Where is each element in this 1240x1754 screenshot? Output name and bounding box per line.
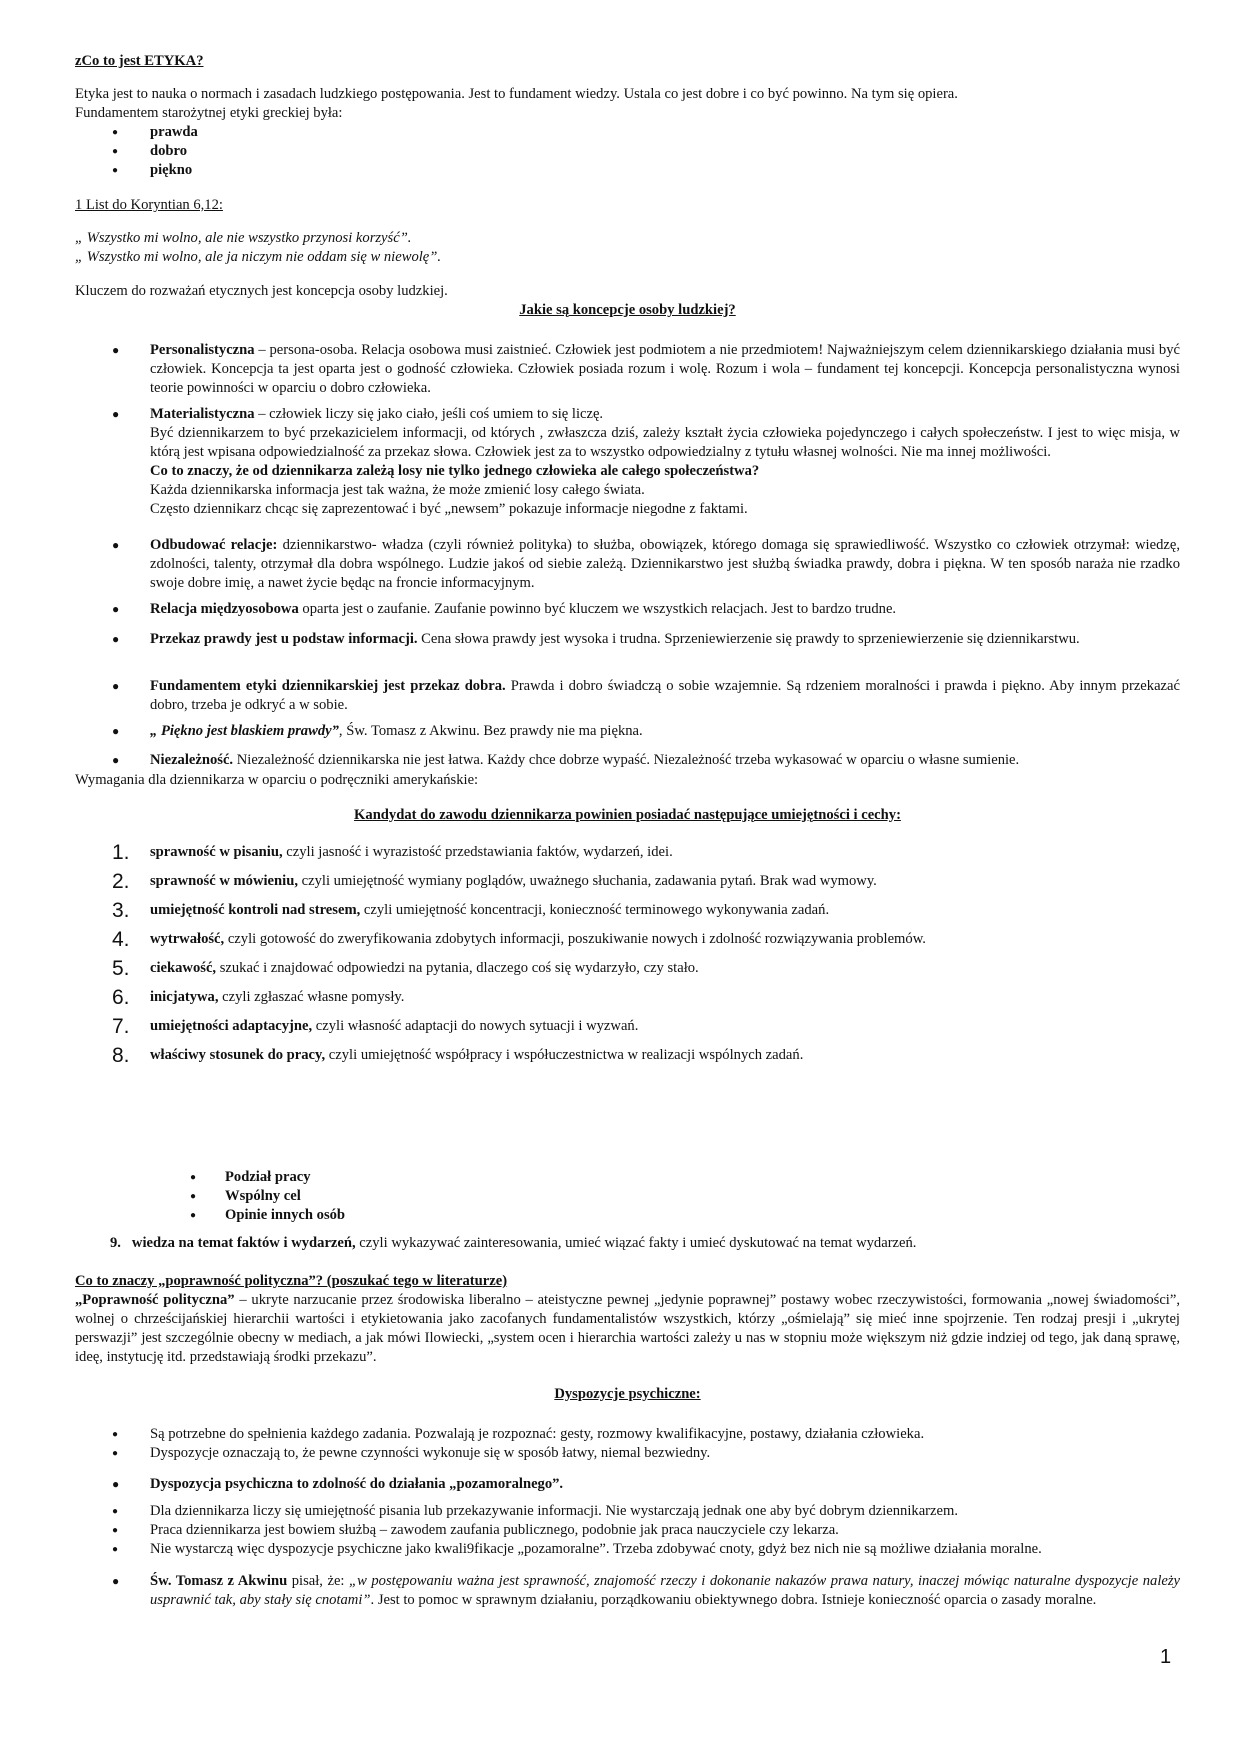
skill-title: umiejętność kontroli nad stresem,	[150, 902, 361, 918]
requirements-line: Wymagania dla dziennikarza w oparciu o podręczniki amerykańskie:	[75, 772, 479, 788]
concept-6-title: Fundamentem etyki dziennikarskiej jest przekaz dobra.	[150, 678, 506, 694]
list-number: 7.	[112, 1015, 130, 1038]
list-item: ● Dyspozycja psychiczna to zdolność do działania „pozamoralnego”.	[75, 1475, 1180, 1494]
list-item: ● Wspólny cel	[150, 1187, 450, 1206]
concepts-heading: Jakie są koncepcje osoby ludzkiej?	[519, 302, 736, 318]
skill-text: czyli umiejętność współpracy i współuczestnictwa w realizacji wspólnych zadań.	[325, 1047, 804, 1063]
skill-text: czyli wykazywać zainteresowania, umieć wiązać fakty i umieć dyskutować na temat wydarzeń.	[355, 1235, 917, 1251]
list-item	[75, 1572, 1180, 1610]
list-number: 5.	[112, 957, 130, 980]
concept-2-para-5: Często dziennikarz chcąc się zaprezentować i być „newsem” pokazuje informacje niegodne z faktami.	[150, 501, 748, 517]
list-item	[75, 1012, 1180, 1041]
concept-1-title: Personalistyczna	[150, 342, 255, 358]
concept-1-text: – persona-osoba. Relacja osobowa musi zaistnieć. Człowiek jest podmiotem a nie przedmiotem! Najważniejszym celem dziennikarskiego działania musi być człowiek. Koncepcja ta jest oparta jest o godność człowieka. Człowiek posiada rozum i wolę. Rozum i wola – fundament tej koncepcji. Koncepcja personalistyczna wynosi teorie powinności w oparciu o dobro człowieka.	[150, 342, 1180, 396]
key-line: Kluczem do rozważań etycznych jest koncepcja osoby ludzkiej.	[75, 283, 448, 299]
concept-item-4	[75, 600, 1180, 619]
list-item: ● Dyspozycje oznaczają to, że pewne czynności wykonuje się w sposób łatwy, niemal bezwiedny.	[75, 1444, 1180, 1463]
list-item: ● prawda	[75, 123, 1180, 142]
concept-7-title: „ Piękno jest blaskiem prawdy”	[150, 723, 339, 739]
skill-title: właściwy stosunek do pracy,	[150, 1047, 326, 1063]
skill-text: czyli jasność i wyrazistość przedstawiania faktów, wydarzeń, idei.	[282, 844, 673, 860]
list-item	[75, 867, 1180, 896]
concept-2-para-4: Każda dziennikarska informacja jest tak ważna, że może zmienić losy całego świata.	[150, 482, 645, 498]
list-item	[75, 983, 1180, 1012]
aquinas-quote: „w postępowaniu ważna jest sprawność, znajomość rzeczy i dokonanie nakazów prawa natury, inaczej mówiąc naturalne dyspozycje należy usprawnić tak, aby stały się cnotami”	[150, 1573, 1181, 1608]
concept-8-text: Niezależność dziennikarska nie jest łatwa. Każdy chce dobrze wypaść. Niezależność trzeba wykasować w oparciu o własne sumienie.	[233, 752, 1020, 768]
skill-text: czyli zgłaszać własne pomysły.	[218, 989, 405, 1005]
concept-item-5	[75, 630, 1180, 649]
skill-9	[110, 1234, 1180, 1253]
dispositions-list-c	[75, 1502, 1180, 1559]
concept-6-text: Prawda i dobro świadczą o sobie wzajemnie. Są rdzeniem moralności i prawda i piękno. Aby innym przekazać dobro, trzeba je odkryć a w sobie.	[150, 678, 1180, 713]
list-item: ● dobro	[75, 142, 1180, 161]
intro-line-2: Fundamentem starożytnej etyki greckiej była:	[75, 105, 343, 121]
concept-item-8	[75, 751, 1180, 770]
list-number: 1.	[112, 841, 130, 864]
list-number: 4.	[112, 928, 130, 951]
skill-text: czyli własność adaptacji do nowych sytuacji i wyzwań.	[312, 1018, 639, 1034]
list-item: ● Są potrzebne do spełnienia każdego zadania. Pozwalają je rozpoznać: gesty, rozmowy kwalifikacyjne, postawy, działania człowieka.	[75, 1425, 1180, 1444]
concept-item-1	[75, 341, 1180, 398]
dispositions-list-a	[75, 1425, 1180, 1463]
page-number: 1	[1160, 1646, 1172, 1668]
concept-4-text: oparta jest o zaufanie. Zaufanie powinno być kluczem we wszystkich relacjach. Jest to bardzo trudne.	[298, 601, 897, 617]
work-items-list	[150, 1168, 450, 1225]
list-item: ● Dla dziennikarza liczy się umiejętność pisania lub przekazywanie informacji. Nie wystarczają jednak one aby być dobrym dziennikarzem.	[75, 1502, 1180, 1521]
list-item: ● Praca dziennikarza jest bowiem służbą – zawodem zaufania publicznego, podobnie jak praca nauczyciele czy lekarza.	[75, 1521, 1180, 1540]
skill-title: sprawność w mówieniu,	[150, 873, 298, 889]
skill-text: czyli umiejętność wymiany poglądów, uważnego słuchania, zadawania pytań. Brak wad wymowy.	[297, 873, 877, 889]
list-item: ● piękno	[75, 161, 1180, 180]
concept-item-7	[75, 722, 1180, 741]
skills-list	[75, 838, 1180, 1070]
concept-8-title: Niezależność.	[150, 752, 234, 768]
pc-heading: Co to znaczy „poprawność polityczna”? (poszukać tego w literaturze)	[75, 1273, 508, 1289]
concept-5-title: Przekaz prawdy jest u podstaw informacji.	[150, 631, 418, 647]
aquinas-name: Św. Tomasz z Akwinu	[150, 1573, 288, 1589]
concept-item-2	[75, 405, 1180, 519]
corinthians-quote-2: „ Wszystko mi wolno, ale ja niczym nie oddam się w niewolę”.	[75, 249, 442, 265]
concept-4-title: Relacja międzyosobowa	[150, 601, 299, 617]
concept-item-3	[75, 536, 1180, 593]
aquinas-tail: . Jest to pomoc w sprawnym działaniu, porządkowaniu obiektywnego dobra. Istnieje konieczność oparcia o zasady moralne.	[370, 1592, 1097, 1608]
skill-text: czyli gotowość do zweryfikowania zdobytych informacji, poszukiwanie nowych i zdolność rozwiązywania problemów.	[224, 931, 926, 947]
list-item: ● Nie wystarczą więc dyspozycje psychiczne jako kwali9fikacje „pozamoralne”. Trzeba zdobywać cnoty, gdyż bez nich nie są możliwe działania moralne.	[75, 1540, 1180, 1559]
concept-5-text: Cena słowa prawdy jest wysoka i trudna. Sprzeniewierzenie się prawdy to sprzeniewierzenie się dziennikarstwu.	[417, 631, 1080, 647]
candidate-heading: Kandydat do zawodu dziennikarza powinien posiadać następujące umiejętności i cechy:	[354, 807, 901, 823]
pc-term: „Poprawność polityczna”	[75, 1292, 235, 1308]
list-item	[75, 1041, 1180, 1070]
skill-title: sprawność w pisaniu,	[150, 844, 283, 860]
document-title: zCo to jest ETYKA?	[75, 53, 204, 69]
list-item	[75, 925, 1180, 954]
corinthians-quote-1: „ Wszystko mi wolno, ale nie wszystko przynosi korzyść”.	[75, 230, 412, 246]
list-item	[75, 838, 1180, 867]
list-number: 8.	[112, 1044, 130, 1067]
list-item: ● Opinie innych osób	[150, 1206, 450, 1225]
concept-2-text: – człowiek liczy się jako ciało, jeśli coś umiem to się liczę.	[254, 406, 604, 422]
pc-paragraph	[75, 1291, 1180, 1367]
list-number: 9.	[110, 1235, 121, 1251]
list-number: 6.	[112, 986, 130, 1009]
concept-2-para-2: Być dziennikarzem to być przekazicielem informacji, od których , zwłaszcza dziś, zależy kształt życia człowieka pojedynczego i całych społeczeństw. I jest to więc misja, w którą jest wpisana odpowiedzialność za przekaz słowa. Człowiek jest za to wszystko odpowiedzialny z tytułu własnej wolności. Nie ma innej możliwości.	[150, 425, 1180, 460]
list-number: 2.	[112, 870, 130, 893]
list-number: 3.	[112, 899, 130, 922]
dispositions-heading: Dyspozycje psychiczne:	[554, 1386, 701, 1402]
skill-title: inicjatywa,	[150, 989, 219, 1005]
concept-7-text: , Św. Tomasz z Akwinu. Bez prawdy nie ma piękna.	[338, 723, 643, 739]
greek-values-list	[75, 123, 1180, 180]
skill-title: wytrwałość,	[150, 931, 225, 947]
concept-3-title: Odbudować relacje:	[150, 537, 278, 553]
concept-2-title: Materialistyczna	[150, 406, 255, 422]
pc-text: – ukryte narzucanie przez środowiska liberalno – ateistyczne pewnej „jedynie poprawnej” postawy wobec rzeczywistości, formowania „nowej świadomości”, wolnej o chrześcijańskiej hierarchii wartości i etykietowania jako zacofanych fundamentalistów wszystkich, którzy „ośmielają” się mieć inne spojrzenie. Ten rodzaj presji i „ukrytej perswazji” jest szczególnie obecny w mediach, a jak mówi Ilowiecki, „system ocen i hierarchia wartości zależy u nas w stopniu może większym niż gdzie indziej od tego, jak daną sprawę, ideę, instytucję itd. przedstawiają środki przekazu”.	[75, 1292, 1180, 1365]
concept-2-question: Co to znaczy, że od dziennikarza zależą losy nie tylko jednego człowieka ale całego społeczeństwa?	[150, 463, 760, 479]
intro-line-1: Etyka jest to nauka o normach i zasadach ludzkiego postępowania. Jest to fundament wiedzy. Ustala co jest dobre i co być powinno. Na tym się opiera.	[75, 86, 958, 102]
skill-text: czyli umiejętność koncentracji, konieczność terminowego wykonywania zadań.	[360, 902, 830, 918]
concept-item-6	[75, 677, 1180, 715]
list-item	[75, 954, 1180, 983]
skill-text: szukać i znajdować odpowiedzi na pytania, dlaczego coś się wydarzyło, czy stało.	[216, 960, 699, 976]
aquinas-intro: pisał, że:	[287, 1573, 349, 1589]
list-item	[75, 896, 1180, 925]
skill-title: umiejętności adaptacyjne,	[150, 1018, 313, 1034]
list-item: ● Podział pracy	[150, 1168, 450, 1187]
corinthians-heading: 1 List do Koryntian 6,12:	[75, 197, 223, 213]
concept-3-text: dziennikarstwo- władza (czyli również polityka) to służba, obowiązek, którego domaga się sprawiedliwość. Wszystko co człowiek otrzymał: wiedzę, zdolności, talenty, otrzymał dla dobra wspólnego. Ludzie jakoś od siebie zależą. Dziennikarstwo jest służbą świadka prawdy, dobra i piękna. W ten sposób naraża nie rzadko swoje dobre imię, a nawet życie będąc na froncie informacyjnym.	[150, 537, 1180, 591]
skill-title: ciekawość,	[150, 960, 217, 976]
dispositions-list-b	[75, 1475, 1180, 1494]
skill-title: wiedza na temat faktów i wydarzeń,	[131, 1235, 356, 1251]
dispositions-list-d	[75, 1572, 1180, 1610]
